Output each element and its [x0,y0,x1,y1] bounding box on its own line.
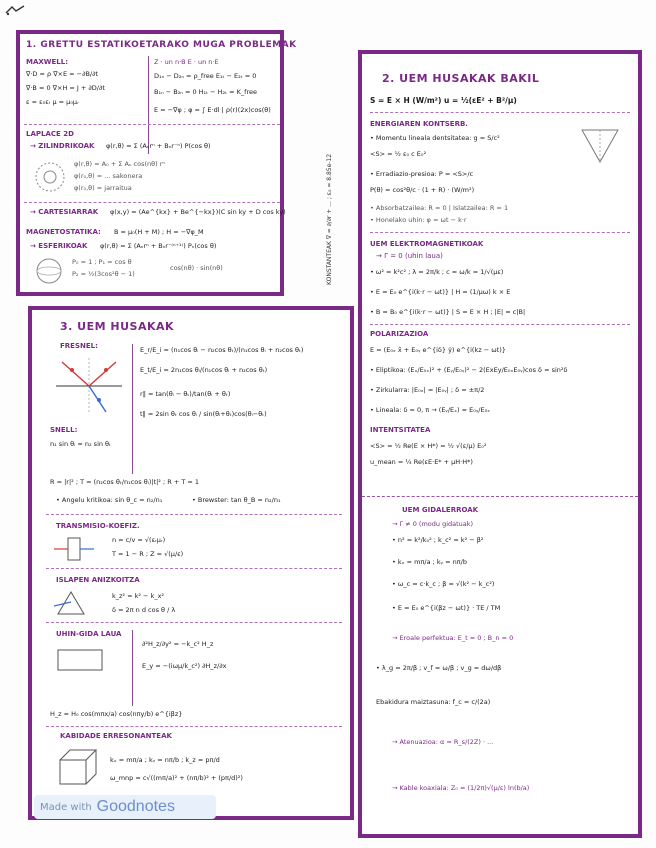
laplace-label: LAPLACE 2D [26,130,74,138]
transmission-line: T = 1 − R ; Z = √(μ/ε) [112,550,184,558]
spherical-eq: φ(r,θ) = Σ (Aₙrⁿ + Bₙr⁻⁽ⁿ⁺¹⁾) Pₙ(cos θ) [100,242,217,250]
cone-sketch-icon [578,124,622,168]
goodnotes-watermark [34,795,216,819]
fresnel-line: t∥ = 2sin θₜ cos θᵢ / sin(θᵢ+θₜ)cos(θᵢ−θₜ) [140,410,267,418]
reflection-line: k_z² = k² − k_x² [112,592,165,600]
energy-line: <S> = ½ ε₀ c E₀² [370,150,427,158]
em-line: • ω² = k²c² ; λ = 2π/k ; c = ω/k = 1/√(με) [370,268,504,276]
guide-line: • n² = k²/k₀² ; k_c² = k² − β² [392,536,484,544]
cylinder-sketch-icon [30,158,70,196]
transmission-label: TRANSMISIO-KOEFIZ. [56,522,140,530]
cavity-label: KABIDADE ERRESONANTEAK [60,732,172,740]
cylindrical-label: → ZILINDRIKOAK [30,142,95,150]
box1-title: 1. GRETTU ESTATIKOETARAKO MUGA PROBLEMAK [26,40,297,50]
sphere-sketch-icon [32,256,66,286]
em-waves-label: UEM ELEKTROMAGNETIKOAK [370,240,484,248]
spherical-label: → ESFERIKOAK [30,242,88,250]
spherical-note: P₀ = 1 ; P₁ = cos θ [72,258,132,266]
maxwell-line: ε = ε₀εᵣ μ = μ₀μᵣ [26,98,79,106]
waveguide-line: E_y = −(iωμ/k_c²) ∂H_z/∂x [142,662,227,670]
box3-divider [46,514,342,515]
em-waves-sub: → Γ = 0 (uhin laua) [376,252,443,260]
box3-column-divider [132,344,133,474]
constants-side-note: KONSTANTEAK ∇ = ∂/∂r + ... ; ε₀ = 8.85e-12 [326,153,333,285]
intensity-label: INTENTSITATEA [370,426,431,434]
fresnel-line: • Angelu kritikoa: sin θ_c = n₂/n₁ [56,496,163,504]
cartesian-label: → CARTESIARRAK [30,208,99,216]
snell-label: SNELL: [50,426,78,434]
spherical-note: cos(nθ) · sin(nθ) [170,264,223,272]
box1-divider [24,124,280,125]
guide-line: → Atenuazioa: α = R_s/(2Z) · ... [392,738,494,746]
cube-cavity-icon [56,748,100,788]
box3-divider [46,568,342,569]
polarization-label: POLARIZAZIOA [370,330,429,338]
box-em-waves [358,50,642,838]
guide-line: → Kable koaxiala: Z₀ = (1/2π)√(μ/ε) ln(b/a) [392,784,530,792]
polarization-line: • Lineala: δ = 0, π → (Eᵧ/Eₓ) = E₀ᵧ/E₀ₓ [370,406,491,414]
boundary-line: E = −∇φ ; φ = ∫ E·dl | ρ(r)(2x)cos(θ) [154,106,271,114]
box2-title: 2. UEM HUSAKAK BAKIL [382,72,540,85]
polarization-line: • Zirkularra: |E₀ₓ| = |E₀ᵧ| ; δ = ±π/2 [370,386,485,394]
box-electrostatic-boundary [16,30,297,296]
box2-divider [370,324,630,325]
magnetostatic-eq: B = μ₀(H + M) ; H = −∇φ_M [114,228,204,236]
prism-diagram-icon [54,588,88,618]
box2-divider [370,112,630,113]
box3-divider [46,622,342,623]
reflection-line: δ = 2π n d cos θ / λ [112,606,176,614]
guide-line: • kₓ = mπ/a ; kᵧ = nπ/b [392,558,467,566]
cylindrical-eq: φ(r,θ) = Σ (Aₙrⁿ + Bₙr⁻ⁿ) P(cos θ) [106,142,211,150]
guide-line: • ω_c = c·k_c ; β = √(k² − k_c²) [392,580,495,588]
waveguide-label: UHIN-GIDA LAUA [56,630,122,638]
cyl-note: φ(r₀,θ) = jarraitua [74,184,132,192]
fresnel-line: E_t/E_i = 2n₁cos θᵢ/(n₁cos θᵢ + n₂cos θₜ) [140,366,268,374]
em-line: • B = B₀ e^{i(k·r − ωt)} | S = E × H ; |E| = c|B| [370,308,526,316]
fresnel-line: R = |r|² ; T = (n₂cos θₜ/n₁cos θᵢ)|t|² ; R + T = 1 [50,478,200,486]
rect-waveguide-icon [52,646,112,676]
waveguide-line: H_z = H₀ cos(mπx/a) cos(nπy/b) e^{iβz} [50,710,183,718]
boundary-line: D₁ₙ − D₂ₙ = ρ_free E₁ₜ − E₂ₜ = 0 [154,72,257,80]
energy-line: P(θ) = cos²θ/c · (1 + R) · (W/m²) [370,186,475,194]
em-line: • E = E₀ e^{i(k·r − ωt)} | H = (1/μω) k × E [370,288,511,296]
waveguide-line: ∂²H_z/∂y² = −k_c² H_z [142,640,214,648]
energy-label: ENERGIAREN KONTSERB. [370,120,468,128]
transmission-line: n = c/v = √(εᵣμᵣ) [112,536,166,544]
energy-line: • Absorbatzailea: R = 0 | Islatzailea: R = 1 [370,204,509,212]
box3-column-divider [132,630,133,706]
fresnel-line: r∥ = tan(θᵢ − θₜ)/tan(θᵢ + θₜ) [140,390,231,398]
fresnel-line: E_r/E_i = (n₁cos θᵢ − n₂cos θₜ)/(n₁cos θᵢ + n₂cos θₜ) [140,346,304,354]
snell-eq: n₁ sin θᵢ = n₂ sin θₜ [50,440,111,448]
cavity-line: ω_mnp = c√((mπ/a)² + (nπ/b)² + (pπ/d)²) [110,774,243,782]
polarization-line: E = (E₀ₓ x̂ + E₀ᵧ e^{iδ} ŷ) e^{i(kz − ωt)} [370,346,506,354]
maxwell-label: MAXWELL: [26,58,69,66]
box2-divider [362,496,638,497]
spherical-note: P₂ = ½(3cos²θ − 1) [72,270,135,278]
guide-line: → Γ ≠ 0 (modu gidatuak) [392,520,474,528]
guide-line: • E = E₀ e^{i(βz − ωt)} · TE / TM [392,604,501,612]
fresnel-line: • Brewster: tan θ_B = n₂/n₁ [192,496,281,504]
box1-divider [24,202,280,203]
box3-title: 3. UEM HUSAKAK [60,320,175,333]
magnetostatic-label: MAGNETOSTATIKA: [26,228,101,236]
watermark-brand: Goodnotes [96,798,175,815]
boundary-head: Z · un n·B E · un n·E [154,58,219,66]
box1-column-divider [148,56,149,154]
boundary-line: B₁ₙ − B₂ₙ = 0 H₁ₜ − H₂ₜ = K_free [154,88,257,96]
box2-divider [370,232,630,233]
guide-label: UEM GIDALERROAK [402,506,479,514]
intensity-line: <S> = ½ Re(E × H*) = ½ √(ε/μ) E₀² [370,442,487,450]
polarization-line: • Eliptikoa: (Eₓ/E₀ₓ)² + (Eᵧ/E₀ᵧ)² − 2(ExEy/E₀ₓE₀ᵧ)cos δ = sin²δ [370,366,568,374]
guide-line: • λ_g = 2π/β ; v_f = ω/β ; v_g = dω/dβ [376,664,502,672]
guide-line: → Eroale perfektua: E_t = 0 ; B_n = 0 [392,634,514,642]
energy-line: • Honelako uhin: φ = ωt − k·r [370,216,467,224]
poynting-eq: S = E × H (W/m²) u = ½(εE² + B²/μ) [370,96,517,105]
slab-diagram-icon [54,536,94,562]
energy-line: • Momentu lineala dentsitatea: g = S/c² [370,134,500,142]
guide-line: Ebakidura maiztasuna: f_c = c/(2a) [376,698,491,706]
box3-divider [46,726,342,727]
goodnotes-corner-logo [4,4,26,16]
cyl-note: φ(r₀,θ) = ... sakonera [74,172,143,180]
maxwell-line: ∇·D = ρ ∇×E = −∂B/∂t [26,70,99,78]
maxwell-line: ∇·B = 0 ∇×H = J + ∂D/∂t [26,84,105,92]
energy-line: • Erradiazio-presioa: P = <S>/c [370,170,474,178]
intensity-line: u_mean = ¼ Re(εE·E* + μH·H*) [370,458,473,466]
watermark-made-with: Made with [40,801,92,813]
box-em-reflection [28,306,354,820]
cyl-note: φ(r,θ) = A₀ + Σ Aₙ cos(nθ) rⁿ [74,160,165,168]
cartesian-eq: φ(x,y) = (Ae^{kx} + Be^{−kx})(C sin ky + D cos ky) [110,208,286,216]
reflection-label: ISLAPEN ANIZKOITZA [56,576,140,584]
fresnel-diagram-icon [54,356,124,416]
cavity-line: kₓ = mπ/a ; kᵧ = nπ/b ; k_z = pπ/d [110,756,220,764]
fresnel-label: FRESNEL: [60,342,98,350]
